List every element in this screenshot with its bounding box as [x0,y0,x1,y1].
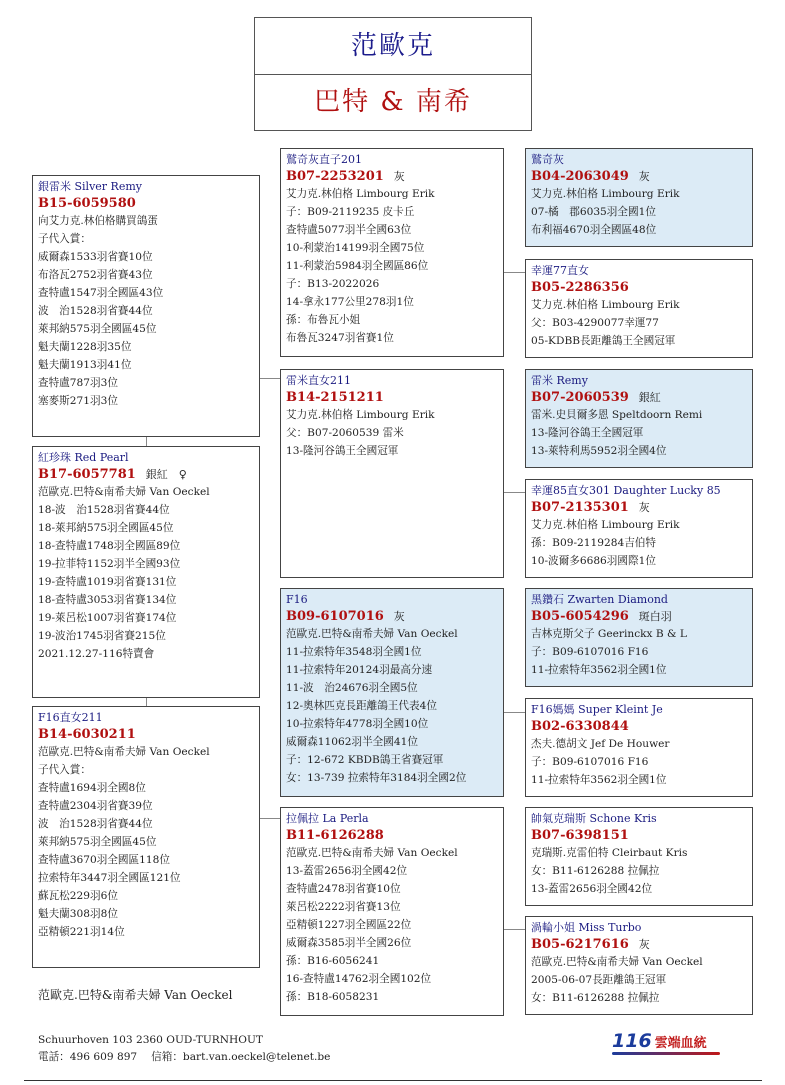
result-line: 查特盧2478羽省賽10位 [286,883,401,895]
bird-name: 帥氣克瑞斯 Schone Kris [531,812,657,825]
result-line: 子：B09-2119235 皮卡丘 [286,206,415,218]
bird-name: 幸運77直女 [531,264,589,277]
result-line: 13-蓋雷2656羽全國42位 [286,865,408,877]
ring-number: B09-6107016 灰 [286,609,405,624]
result-line: 11-利蒙治5984羽全國區86位 [286,260,429,272]
result-line: 查特盧787羽3位 [38,377,118,389]
footer-owner: 范歐克.巴特&南希夫婦 Van Oeckel [38,988,233,1002]
result-line: 孫：B18-6058231 [286,991,380,1003]
result-line: 艾力克.林伯格 Limbourg Erik [286,188,435,200]
connector-line [504,272,525,273]
pedigree-card-sire [32,175,260,437]
result-line: 2005-06-07長距離鴿王冠軍 [531,974,667,986]
bird-name: 鷲奇灰 [531,153,564,166]
pedigree-card-ggp1 [525,148,753,247]
bird-color: 灰 [638,501,650,514]
result-line: 子：B09-6107016 F16 [531,646,649,658]
bird-color: 灰 [638,170,650,183]
result-line: 11-拉索特年20124羽最高分速 [286,664,433,676]
result-line: 向艾力克.林伯格購買鴿蛋 [38,215,158,227]
result-line: 布魯瓦3247羽省賽1位 [286,332,394,344]
result-line: 11-拉索特年3562羽全國1位 [531,774,667,786]
result-line: 孫：B16-6056241 [286,955,380,967]
ring-number: B14-6030211 [38,727,136,742]
result-line: 19-查特盧1019羽省賽131位 [38,576,177,588]
ring-number: B11-6126288 [286,828,384,843]
result-line: 19-拉菲特1152羽半全國93位 [38,558,181,570]
footer-address-block [38,1032,330,1066]
ring-number: B07-2060539 銀紅 [531,390,661,405]
pedigree-card-gp3 [280,588,504,797]
connector-line [504,929,525,930]
result-line: 18-查特盧3053羽省賽134位 [38,594,177,606]
bird-color: 斑白羽 [638,610,672,623]
result-line: 10-拉索特年4778羽全國10位 [286,718,429,730]
connector-line [260,818,280,819]
footer-contact: 電話：496 609 897 信箱：bart.van.oeckel@telenet.be [38,1051,331,1063]
result-line: 克瑞斯.克雷伯特 Cleirbaut Kris [531,847,688,859]
result-line: 魁夫蘭308羽8位 [38,908,118,920]
pedigree-card-ggp4 [525,479,753,578]
pedigree-card-gp4 [280,807,504,1016]
pedigree-card-ggp8 [525,916,753,1015]
pedigree-card-ggp7 [525,807,753,906]
result-line: 孫：B09-2119284吉伯特 [531,537,656,549]
result-line: 波 治1528羽省賽44位 [38,818,153,830]
result-line: 18-查特盧1748羽全國區89位 [38,540,181,552]
bird-color: 灰 [393,170,405,183]
ring-number: B15-6059580 [38,196,136,211]
result-line: 2021.12.27-116特賣會 [38,648,155,660]
result-line: 父：B03-4290077幸運77 [531,317,659,329]
bird-name: 黑鑽石 Zwarten Diamond [531,593,668,606]
ring-number: B05-6217616 灰 [531,937,650,952]
pedigree-card-dam [32,706,260,968]
bird-name: 渦輪小姐 Miss Turbo [531,921,642,934]
result-line: 拉索特年3447羽全國區121位 [38,872,181,884]
result-line: 查特盧3670羽全國區118位 [38,854,170,866]
bird-name: 雷米 Remy [531,374,588,387]
footer-divider [24,1080,762,1081]
result-line: 14-拿永177公里278羽1位 [286,296,414,308]
bird-name: F16直女211 [38,711,103,724]
ring-number: B07-2135301 灰 [531,500,650,515]
result-line: 13-萊特利馬5952羽全國4位 [531,445,667,457]
result-line: 萊邦納575羽全國區45位 [38,323,157,335]
result-line: 女：B11-6126288 拉佩拉 [531,865,660,877]
result-line: 查特盧2304羽省賽39位 [38,800,153,812]
result-line: 范歐克.巴特&南希夫婦 Van Oeckel [286,847,458,859]
result-line: 子：B13-2022026 [286,278,380,290]
result-line: 子：12-672 KBDB鴿王省賽冠軍 [286,754,444,766]
result-line: 布利福4670羽全國區48位 [531,224,657,236]
result-line: 蘇瓦松229羽6位 [38,890,118,902]
bird-name: F16媽媽 Super Kleint Je [531,703,663,716]
bird-name: 幸運85直女301 Daughter Lucky 85 [531,484,721,497]
result-line: 威爾森3585羽半全國26位 [286,937,412,949]
result-line: 威爾森1533羽省賽10位 [38,251,153,263]
result-line: 艾力克.林伯格 Limbourg Erik [286,409,435,421]
connector-line [260,378,280,379]
ring-number: B17-6057781 銀紅 ♀ [38,467,187,482]
pedigree-card-gp1 [280,148,504,357]
result-line: 波 治1528羽省賽44位 [38,305,153,317]
result-line: 19-波治1745羽省賽215位 [38,630,166,642]
result-line: 查特盧5077羽半全國63位 [286,224,412,236]
result-line: 范歐克.巴特&南希夫婦 Van Oeckel [286,628,458,640]
result-line: 亞精頓221羽14位 [38,926,125,938]
result-line: 12-奧林匹克長距離鴿王代表4位 [286,700,437,712]
result-line: 女：B11-6126288 拉佩拉 [531,992,660,1004]
result-line: 艾力克.林伯格 Limbourg Erik [531,519,680,531]
result-line: 查特盧1694羽全國8位 [38,782,146,794]
result-line: 19-萊呂松1007羽省賽174位 [38,612,177,624]
bird-color: 灰 [393,610,405,623]
result-line: 18-萊邦納575羽全國區45位 [38,522,174,534]
ring-number: B14-2151211 [286,390,384,405]
result-line: 女：13-739 拉索特年3184羽全國2位 [286,772,467,784]
result-line: 范歐克.巴特&南希夫婦 Van Oeckel [38,746,210,758]
result-line: 艾力克.林伯格 Limbourg Erik [531,299,680,311]
bird-name: 銀雷米 Silver Remy [38,180,142,193]
bird-color: 灰 [638,938,650,951]
connector-line [146,698,147,706]
owner-title: 范歐克 [255,18,531,75]
bird-name: 拉佩拉 La Perla [286,812,369,825]
pedigree-card-gp2 [280,369,504,578]
result-line: 雷米.史貝爾多恩 Speltdoorn Remi [531,409,703,421]
result-line: 范歐克.巴特&南希夫婦 Van Oeckel [531,956,703,968]
result-line: 11-波 治24676羽全國5位 [286,682,418,694]
connector-line [146,437,147,446]
bird-name: 紅珍珠 Red Pearl [38,451,129,464]
result-line: 查特盧1547羽全國區43位 [38,287,164,299]
result-line: 父：B07-2060539 雷米 [286,427,404,439]
ring-number: B05-2286356 [531,280,629,295]
logo-swoosh [612,1052,720,1055]
logo-text: 雲端血統 [654,1036,707,1051]
ring-number: B04-2063049 灰 [531,169,650,184]
result-line: 萊呂松2222羽省賽13位 [286,901,401,913]
result-line: 16-查特盧14762羽全國102位 [286,973,432,985]
ring-number: B07-2253201 灰 [286,169,405,184]
ring-number: B05-6054296 斑白羽 [531,609,672,624]
result-line: 07-橘 郡6035羽全國1位 [531,206,656,218]
pedigree-card-ggp3 [525,369,753,468]
result-line: 布洛瓦2752羽省賽43位 [38,269,153,281]
pedigree-card-ggp6 [525,698,753,797]
footer-address: Schuurhoven 103 2360 OUD-TURNHOUT [38,1034,263,1046]
result-line: 05-KDBB長距離鴿王全國冠軍 [531,335,676,347]
result-line: 13-隆河谷鴿王全國冠軍 [531,427,644,439]
result-line: 13-隆河谷鴿王全國冠軍 [286,445,399,457]
result-line: 10-利蒙治14199羽全國75位 [286,242,425,254]
pedigree-card-ggp5 [525,588,753,687]
result-line: 塞麥斯271羽3位 [38,395,118,407]
result-line: 子：B09-6107016 F16 [531,756,649,768]
bird-color: 銀紅 ♀ [145,468,187,481]
result-line: 威爾森11062羽半全國41位 [286,736,418,748]
result-line: 11-拉索特年3548羽全國1位 [286,646,422,658]
brand-logo [612,1030,707,1052]
bird-name: 鷲奇灰直子201 [286,153,362,166]
connector-line [504,492,525,493]
partners-title: 巴特 & 南希 [314,87,472,117]
result-line: 吉林克斯父子 Geerinckx B & L [531,628,687,640]
result-line: 魁夫蘭1228羽35位 [38,341,132,353]
result-line: 10-波爾多6686羽國際1位 [531,555,656,567]
pedigree-card-ggp2 [525,259,753,358]
result-line: 子代入賞： [38,233,91,245]
result-line: 魁夫蘭1913羽41位 [38,359,132,371]
ring-number: B07-6398151 [531,828,629,843]
result-line: 杰夫.德胡文 Jef De Houwer [531,738,670,750]
connector-line [504,712,525,713]
result-line: 18-波 治1528羽省賽44位 [38,504,170,516]
result-line: 亞精頓1227羽全國區22位 [286,919,412,931]
logo-number: 116 [612,1030,652,1052]
result-line: 萊邦納575羽全國區45位 [38,836,157,848]
ring-number: B02-6330844 [531,719,629,734]
bird-color: 銀紅 [638,391,661,404]
bird-name: 雷米直女211 [286,374,351,387]
result-line: 子代入賞： [38,764,91,776]
pedigree-card-subject [32,446,260,698]
result-line: 范歐克.巴特&南希夫婦 Van Oeckel [38,486,210,498]
result-line: 11-拉索特年3562羽全國1位 [531,664,667,676]
result-line: 艾力克.林伯格 Limbourg Erik [531,188,680,200]
bird-name: F16 [286,593,308,606]
title-box [254,17,532,131]
result-line: 13-蓋雷2656羽全國42位 [531,883,653,895]
result-line: 孫：布魯瓦小姐 [286,314,361,326]
